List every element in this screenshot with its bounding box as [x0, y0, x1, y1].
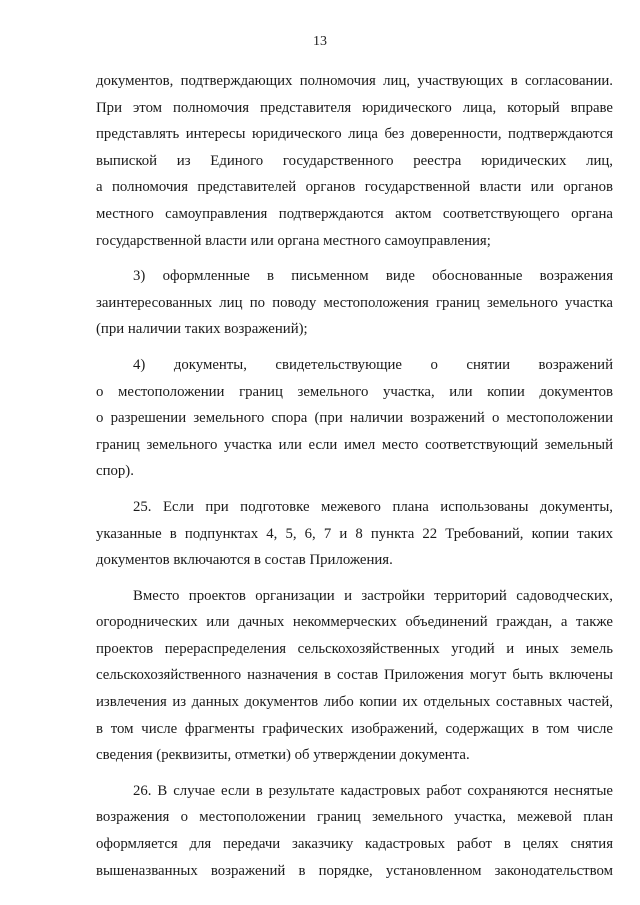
text-line: в том числе фрагменты графических изображений, содержащих в том числе — [96, 720, 613, 737]
text-line: документов, подтверждающих полномочия лиц, участвующих в согласовании. — [96, 73, 613, 89]
text-line: документов включаются в состав Приложения. — [96, 552, 393, 569]
document-body — [96, 68, 613, 884]
text-line: сведения (реквизиты, отметки) об утверждении документа. — [96, 747, 470, 764]
page-number: 13 — [313, 34, 327, 49]
text-line: заинтересованных лиц по поводу местоположения границ земельного участка — [96, 294, 613, 311]
text-line: представлять интересы юридического лица без доверенности, подтверждаются — [96, 126, 613, 143]
text-line: государственной власти или органа местного самоуправления; — [96, 232, 491, 249]
text-line: выпиской из Единого государственного реестра юридических лиц, — [96, 152, 613, 169]
paragraph-item-4 — [96, 352, 613, 485]
text-line: местного самоуправления подтверждаются актом соответствующего органа — [96, 205, 613, 222]
text-line: сельскохозяйственного назначения в состав Приложения могут быть включены — [96, 667, 613, 684]
text-line: а полномочия представителей органов государственной власти или органов — [96, 179, 613, 196]
text-line: огороднических или дачных некоммерческих объединений граждан, а также — [96, 614, 613, 631]
paragraph-clause-25 — [96, 494, 613, 574]
text-line: извлечения из данных документов либо копии их отдельных составных частей, — [96, 694, 613, 711]
text-line: (при наличии таких возражений); — [96, 321, 308, 338]
text-line: границ земельного участка или если имел место соответствующий земельный — [96, 436, 613, 453]
text-line: оформляется для передачи заказчику кадастровых работ в целях снятия — [96, 836, 613, 853]
text-line: 3) оформленные в письменном виде обоснованные возражения — [133, 268, 613, 285]
text-line: 25. Если при подготовке межевого плана использованы документы, — [133, 498, 613, 515]
text-line: Вместо проектов организации и застройки территорий садоводческих, — [133, 587, 613, 604]
paragraph-item-3 — [96, 263, 613, 343]
text-line: возражения о местоположении границ земельного участка, межевой план — [96, 809, 613, 826]
paragraph-instead-of-projects — [96, 583, 613, 769]
text-line: При этом полномочия представителя юридического лица, который вправе — [96, 99, 613, 116]
text-line: спор). — [96, 463, 134, 480]
text-line: 26. В случае если в результате кадастровых работ сохраняются неснятые — [133, 782, 613, 799]
text-line: о местоположении границ земельного участка, или копии документов — [96, 383, 613, 400]
text-line: вышеназванных возражений в порядке, установленном законодательством — [96, 862, 613, 879]
text-line: проектов перераспределения сельскохозяйственных угодий и иных земель — [96, 640, 613, 657]
paragraph-continuation — [96, 68, 613, 254]
text-line: 4) документы, свидетельствующие о снятии возражений — [133, 356, 613, 373]
paragraph-clause-26 — [96, 778, 613, 884]
text-line: указанные в подпунктах 4, 5, 6, 7 и 8 пункта 22 Требований, копии таких — [96, 525, 613, 542]
text-line: о разрешении земельного спора (при наличии возражений о местоположении — [96, 410, 613, 427]
